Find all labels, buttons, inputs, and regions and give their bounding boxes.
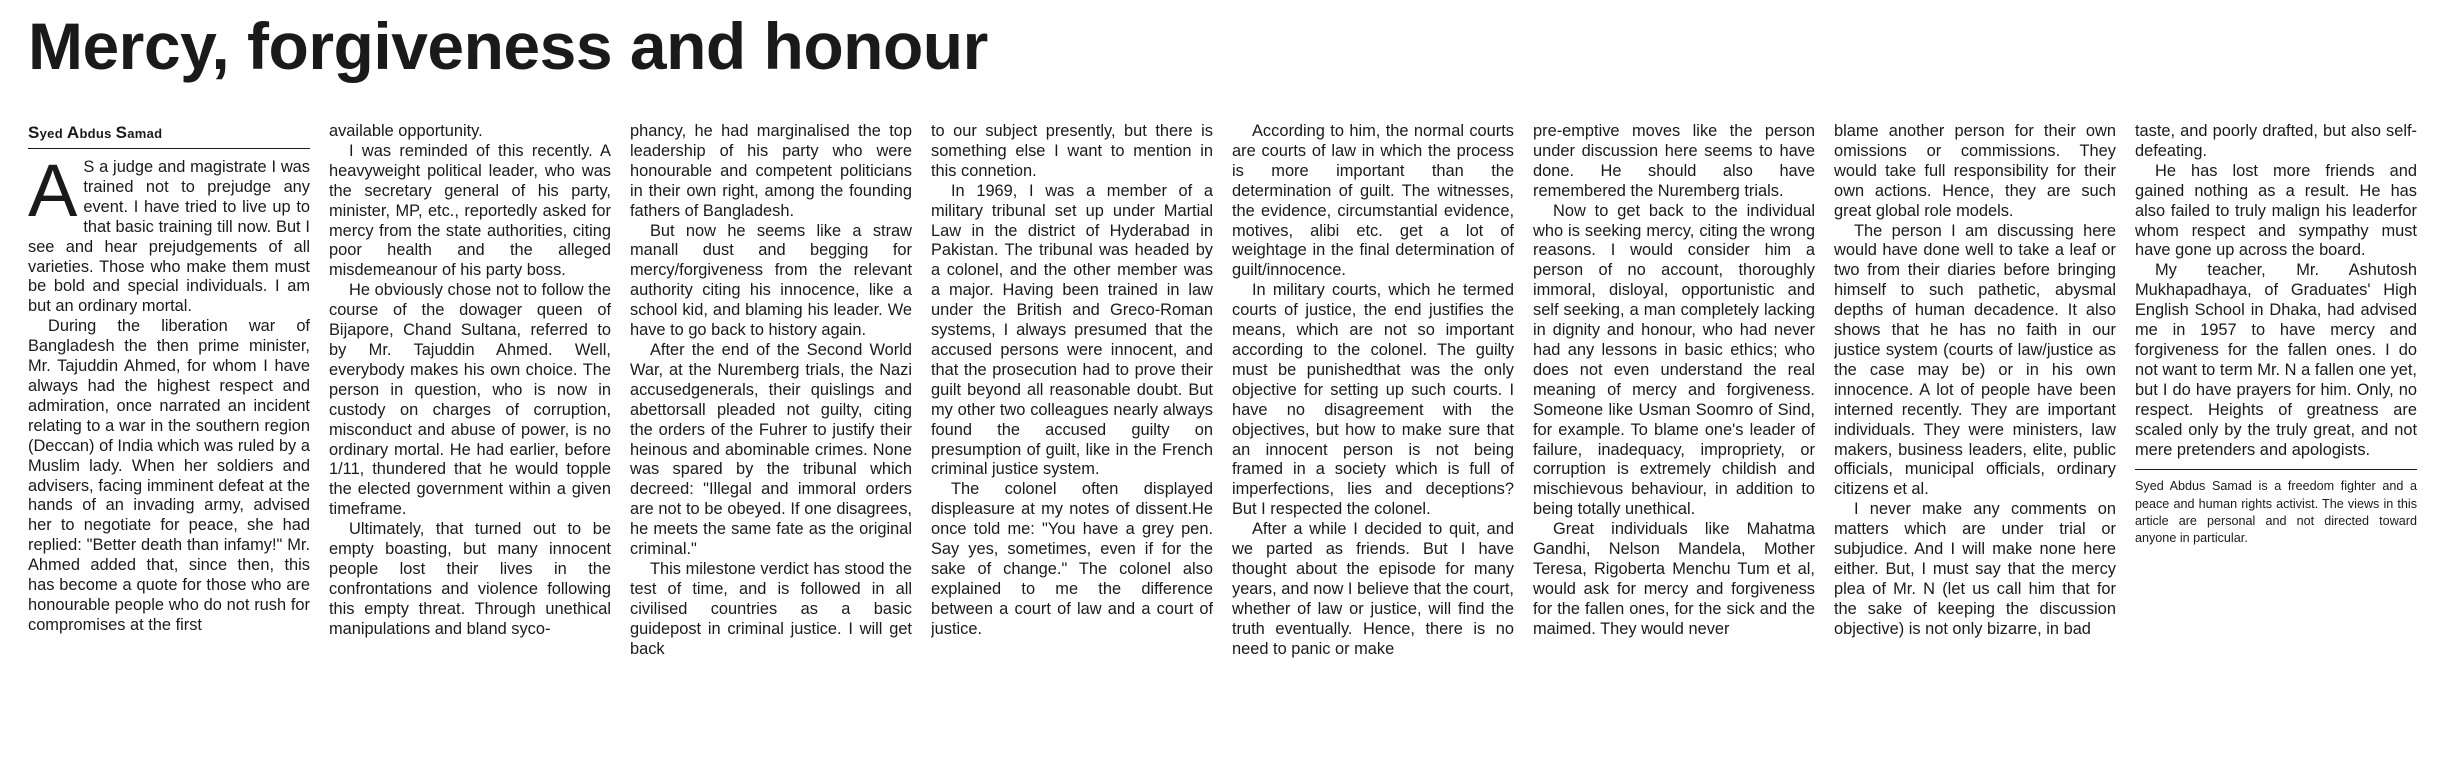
column-7 [1834, 122, 2116, 752]
paragraph-text: S a judge and magistrate I was trained not to prejudge any event. I have tried to live up to that basic training till now. But I see and hear prejudgements of all varieties. Those who make them must be bold and special individuals. I am but an ordinary mortal. [28, 158, 310, 316]
paragraph: My teacher, Mr. Ashutosh Mukhapadhaya, of Graduates' High English School in Dhaka, had advised me in 1957 to have mercy and forgiveness for the fallen ones. I do not want to term Mr. N a fallen one yet, but I do have prayers for him. Only, no respect. Heights of greatness are scaled only by the truly great, and not mere pretenders and apologists. [2135, 261, 2417, 459]
byline-smallcaps: yed [39, 126, 67, 141]
column-6 [1533, 122, 1815, 752]
paragraph: phancy, he had marginalised the top leadership of his party who were honourable and competent politicians in their own right, among the founding fathers of Bangladesh. [630, 122, 912, 220]
headline: Mercy, forgiveness and honour [28, 9, 988, 83]
article-body [28, 122, 2420, 752]
paragraph: I was reminded of this recently. A heavyweight political leader, who was the secretary general of his party, minister, MP, etc., reportedly asked for mercy from the state authorities, citing poor health and the alleged misdemeanour of his party boss. [329, 141, 611, 280]
paragraph: He has lost more friends and gained nothing as a result. He has also failed to truly malign his leaderfor whom respect and sympathy must have gone up across the board. [2135, 161, 2417, 260]
byline-initial: A [66, 123, 80, 142]
byline-smallcaps: bdus [79, 126, 116, 141]
paragraph: available opportunity. [329, 122, 483, 140]
author-note-divider [2135, 469, 2417, 470]
paragraph: But now he seems like a straw manall dust and begging for mercy/forgiveness from the relevant authority citing his innocence, like a school kid, and blaming his leader. We have to go back to history again. [630, 221, 912, 340]
paragraph: Great individuals like Mahatma Gandhi, Nelson Mandela, Mother Teresa, Rigoberta Menchu Tum et al, would ask for mercy and forgiveness for the fallen ones, for the sick and the maimed. They would never [1533, 520, 1815, 638]
byline [28, 122, 310, 149]
paragraph: According to him, the normal courts are courts of law in which the process is more important than the determination of guilt. The witnesses, the evidence, circumstantial evidence, motives, alibi etc. get a lot of weightage in the final determination of guilt/innocence. [1232, 122, 1514, 280]
paragraph: This milestone verdict has stood the test of time, and is followed in all civilised countries as a basic guidepost in criminal justice. I will get back [630, 559, 912, 658]
paragraph: In 1969, I was a member of a military tribunal set up under Martial Law in the district of Hyderabad in Pakistan. The tribunal was headed by a colonel, and the other member was a major. Having been trained in law under the British and Greco-Roman systems, I always presumed that the accused persons were innocent, and that the prosecution had to prove their guilt beyond all reasonable doubt. But my other two colleagues nearly always found the accused guilty on presumption of guilt, like in the French criminal justice system. [931, 181, 1213, 479]
column-3 [630, 122, 912, 752]
column-8 [2135, 122, 2417, 752]
column-5 [1232, 122, 1514, 752]
paragraph: After the end of the Second World War, at the Nuremberg trials, the Nazi accusedgenerals, their quislings and abettorsall pleaded not guilty, citing the orders of the Fuhrer to justify their heinous and abominable crimes. None was spared by the tribunal which decreed: "Illegal and immoral orders are not to be obeyed. If one disagrees, he meets the same fate as the original criminal." [630, 340, 912, 559]
paragraph: pre-emptive moves like the person under discussion here seems to have done. He should also have remembered the Nuremberg trials. [1533, 122, 1815, 200]
column-2 [329, 122, 611, 752]
column-4 [931, 122, 1213, 752]
paragraph: I never make any comments on matters which are under trial or subjudice. And I will make none here either. But, I must say that the mercy plea of Mr. N (let us call him that for the sake of keeping the discussion objective) is not only bizarre, in bad [1834, 500, 2116, 638]
paragraph: After a while I decided to quit, and we parted as friends. But I have thought about the episode for many years, and now I believe that the court, whether of law or justice, will find the truth eventually. Hence, there is no need to panic or make [1232, 520, 1514, 658]
column-1 [28, 122, 310, 752]
paragraph: In military courts, which he termed courts of justice, the end justifies the means, which are not so important according to the colonel. The guilty must be punishedthat was the only objective for setting up such courts. I have no disagreement with the objectives, but how to make sure that an innocent person is not being framed in a society which is full of imperfections, lies and deceptions? But I respected the colonel. [1232, 281, 1514, 519]
drop-cap: A [28, 149, 78, 232]
paragraph: to our subject presently, but there is something else I want to mention in this connetion. [931, 122, 1213, 180]
paragraph: During the liberation war of Bangladesh the then prime minister, Mr. Tajuddin Ahmed, for whom I have always had the highest respect and admiration, once narrated an incident relating to a war in the southern region (Deccan) of India which was ruled by a Muslim lady. When her soldiers and advisers, facing imminent defeat at the hands of an invading army, advised her to negotiate for peace, she had replied: "Better death than infamy!" Mr. Ahmed added that, since then, this has become a quote for those who are honourable people who do not rush for compromises at the first [28, 317, 310, 634]
paragraph: The person I am discussing here would have done well to take a leaf or two from their diaries before bringing himself to such pathetic, abysmal depths of human decadence. It also shows that he has no faith in our justice system (courts of law/justice as the case may be) or in his own innocence. A lot of people have been interned recently. They are important individuals. They were ministers, law makers, business leaders, elite, public officials, municipal officials, ordinary citizens et al. [1834, 221, 2116, 499]
paragraph: Now to get back to the individual who is seeking mercy, citing the wrong reasons. I would consider him a person of no account, thoroughly immoral, disloyal, opportunistic and self seeking, a man completely lacking in dignity and honour, who had never had any lessons in basic ethics; who does not even understand the real meaning of mercy and forgiveness. Someone like Usman Soomro of Sind, for example. To blame one's leader of failure, inadequacy, impropriety, or corruption is extremely childish and mischievous behaviour, in addition to being totally unethical. [1533, 201, 1815, 519]
paragraph: The colonel often displayed displeasure at my notes of dissent.He once told me: "You have a grey pen. Say yes, sometimes, even if for the sake of change." The colonel also explained to me the difference between a court of law and a court of justice. [931, 480, 1213, 638]
paragraph: Ultimately, that turned out to be empty boasting, but many innocent people lost their lives in the confrontations and violence following this empty threat. Through unethical manipulations and bland syco- [329, 520, 611, 638]
byline-smallcaps: amad [127, 126, 163, 141]
paragraph: He obviously chose not to follow the course of the dowager queen of Bijapore, Chand Sultana, referred to by Mr. Tajuddin Ahmed. Well, everybody makes his own choice. The person in question, who is now in custody on charges of corruption, misconduct and abuse of power, is no ordinary mortal. He had earlier, before 1/11, thundered that he would topple the elected government within a given timeframe. [329, 281, 611, 519]
author-note: Syed Abdus Samad is a freedom fighter and a peace and human rights activist. The views in this article are personal and not directed toward anyone in particular. [2135, 479, 2417, 546]
paragraph [28, 149, 310, 317]
paragraph: blame another person for their own omissions or commissions. They would take full responsibility for their own actions. Hence, they are such great global role models. [1834, 122, 2116, 220]
paragraph: taste, and poorly drafted, but also self-defeating. [2135, 122, 2417, 160]
byline-initial: S [115, 123, 128, 142]
byline-initial: S [28, 123, 40, 142]
